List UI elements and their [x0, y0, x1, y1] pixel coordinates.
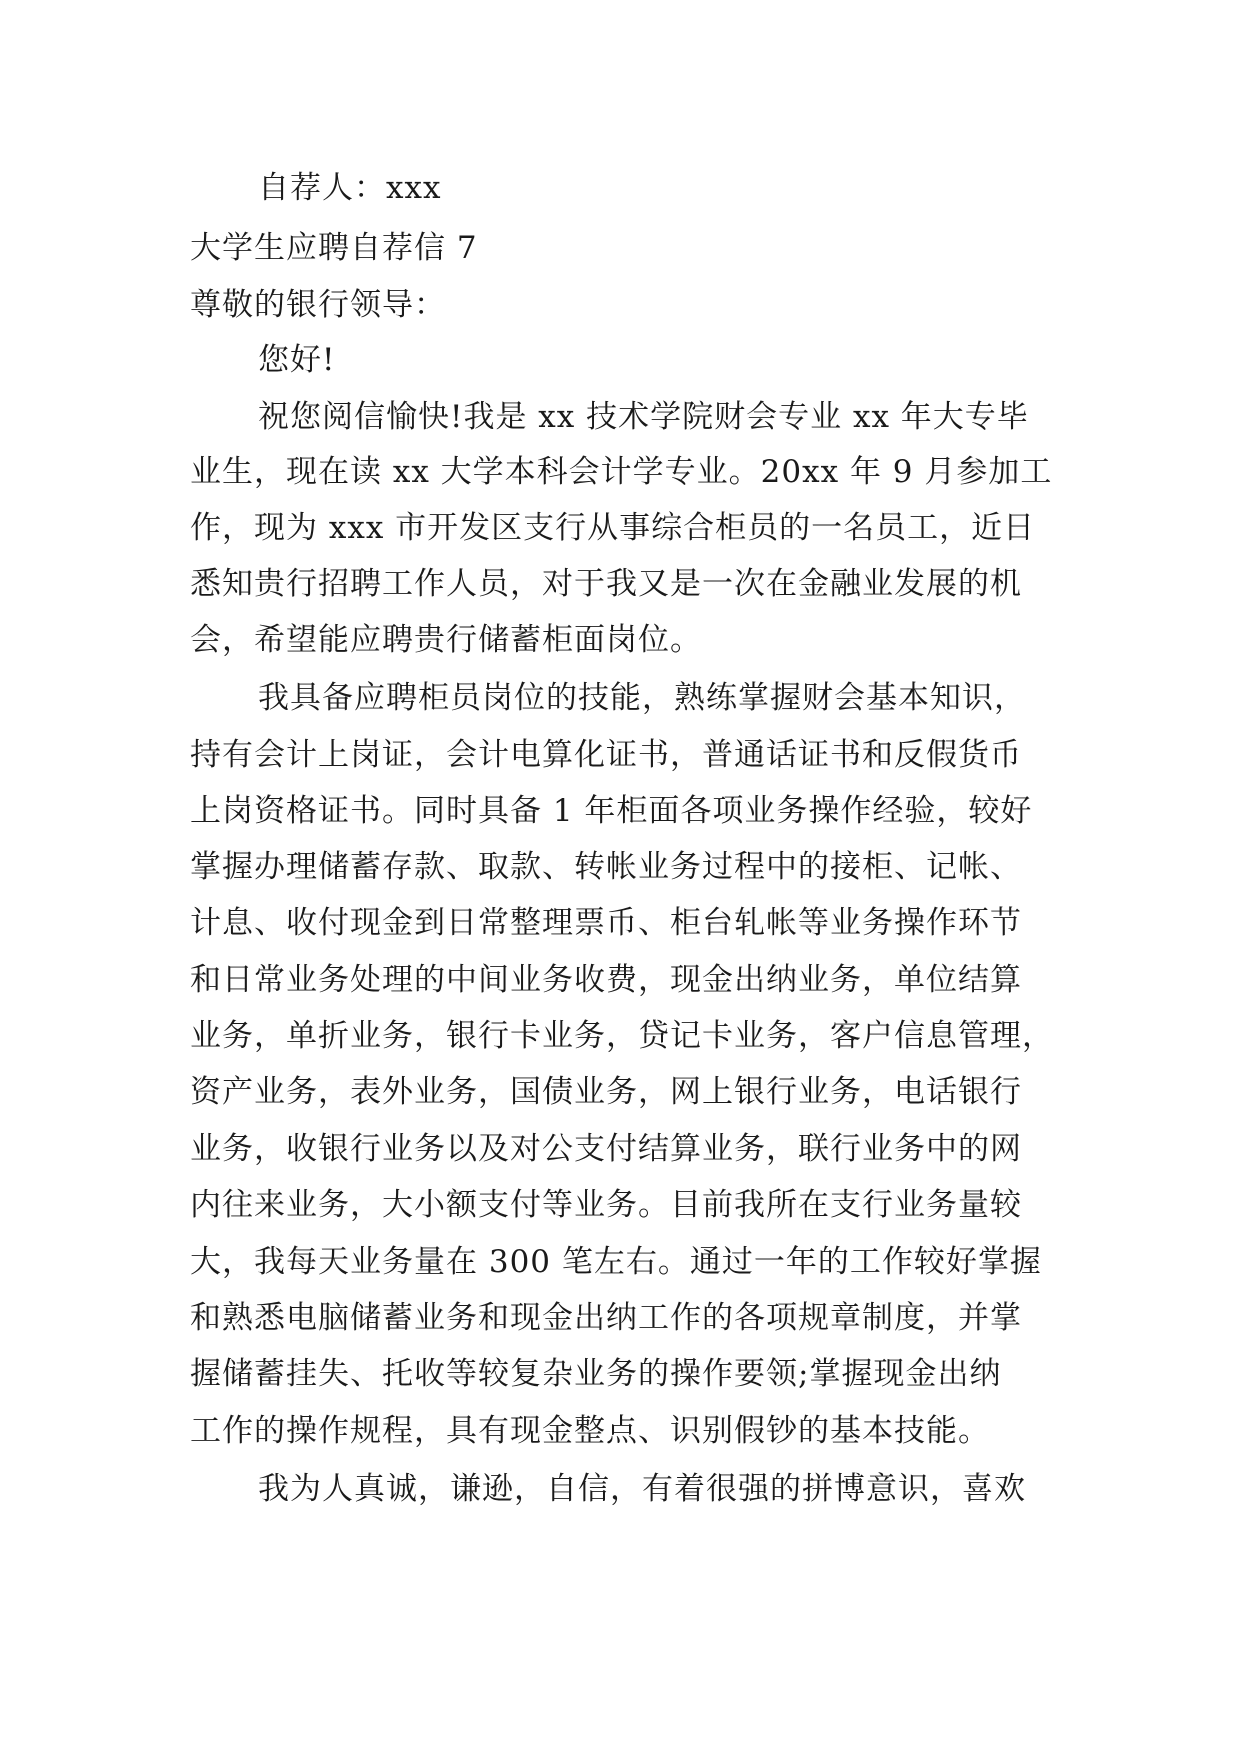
paragraph1-line: 业生，现在读 xx 大学本科会计学专业。20xx 年 9 月参加工	[190, 454, 1053, 490]
paragraph2-line: 工作的操作规程，具有现金整点、识别假钞的基本技能。	[190, 1413, 990, 1449]
paragraph2-line: 握储蓄挂失、托收等较复杂业务的操作要领;掌握现金出纳	[190, 1356, 1002, 1392]
paragraph2-line: 和熟悉电脑储蓄业务和现金出纳工作的各项规章制度，并掌	[190, 1300, 1022, 1336]
paragraph3-line: 我为人真诚，谦逊，自信，有着很强的拼博意识，喜欢	[258, 1471, 1026, 1507]
salutation: 尊敬的银行领导：	[190, 287, 446, 323]
paragraph2-line: 持有会计上岗证，会计电算化证书，普通话证书和反假货币	[190, 737, 1022, 773]
paragraph2-line: 计息、收付现金到日常整理票币、柜台轧帐等业务操作环节	[190, 905, 1022, 941]
paragraph2-line: 掌握办理储蓄存款、取款、转帐业务过程中的接柜、记帐、	[190, 849, 1022, 885]
letter-title: 大学生应聘自荐信 7	[190, 230, 478, 266]
signature-line: 自荐人：xxx	[258, 170, 442, 206]
paragraph2-line: 内往来业务，大小额支付等业务。目前我所在支行业务量较	[190, 1187, 1022, 1223]
paragraph1-line: 作，现为 xxx 市开发区支行从事综合柜员的一名员工，近日	[190, 510, 1036, 546]
paragraph2-line: 和日常业务处理的中间业务收费，现金出纳业务，单位结算	[190, 962, 1022, 998]
paragraph1-line: 会，希望能应聘贵行储蓄柜面岗位。	[190, 622, 702, 658]
paragraph2-line: 资产业务，表外业务，国债业务，网上银行业务，电话银行	[190, 1074, 1022, 1110]
paragraph2-line: 业务，收银行业务以及对公支付结算业务，联行业务中的网	[190, 1131, 1022, 1167]
paragraph1-line: 祝您阅信愉快!我是 xx 技术学院财会专业 xx 年大专毕	[258, 399, 1029, 435]
paragraph2-line: 业务，单折业务，银行卡业务，贷记卡业务，客户信息管理，	[190, 1018, 1054, 1054]
paragraph2-line: 上岗资格证书。同时具备 1 年柜面各项业务操作经验，较好	[190, 793, 1033, 829]
paragraph2-line: 大，我每天业务量在 300 笔左右。通过一年的工作较好掌握	[190, 1244, 1042, 1280]
greeting: 您好!	[258, 342, 336, 378]
paragraph2-line: 我具备应聘柜员岗位的技能，熟练掌握财会基本知识，	[258, 680, 1026, 716]
paragraph1-line: 悉知贵行招聘工作人员，对于我又是一次在金融业发展的机	[190, 566, 1022, 602]
